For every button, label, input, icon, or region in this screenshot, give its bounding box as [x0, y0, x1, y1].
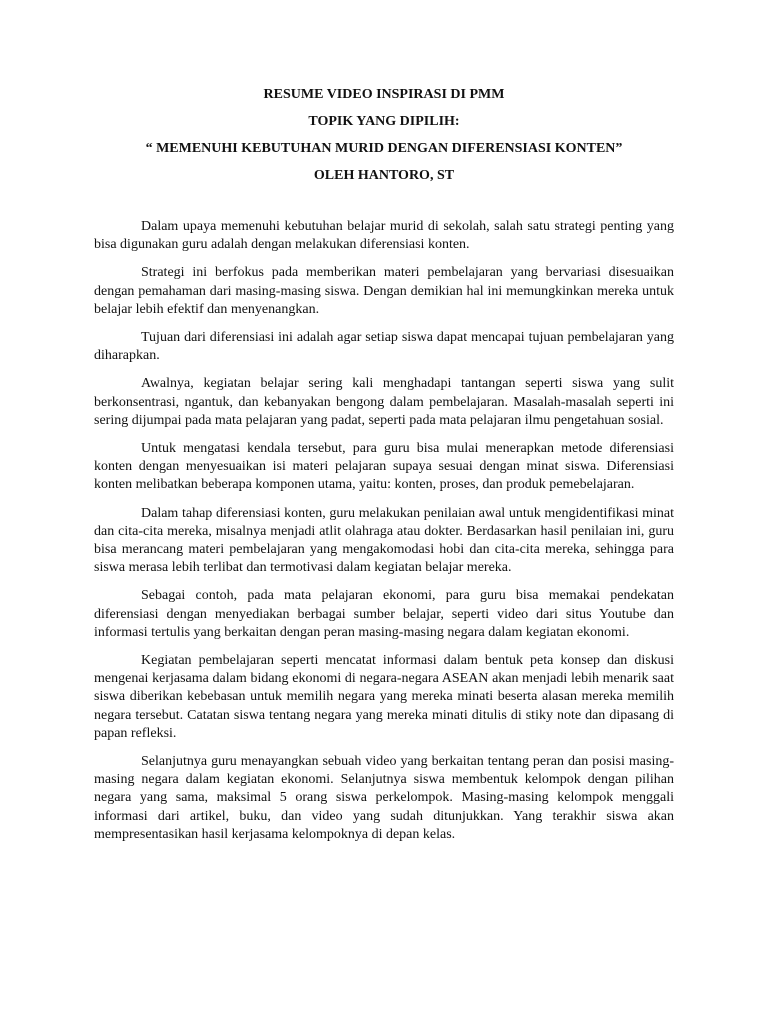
- topic-label: TOPIK YANG DIPILIH:: [308, 114, 460, 129]
- paragraph: Sebagai contoh, pada mata pelajaran ekonomi, para guru bisa memakai pendekatan diferensiasi dengan menyediakan berbagai sumber belajar, seperti video dari situs Youtube dan informasi tertulis yang berkaitan dengan peran masing-masing negara dalam kegiatan ekonomi.: [94, 588, 674, 640]
- paragraph: Kegiatan pembelajaran seperti mencatat informasi dalam bentuk peta konsep dan diskusi mengenai kerjasama dalam bidang ekonomi di negara-negara ASEAN akan menjadi lebih menarik saat siswa diberikan kebebasan untuk memilih negara yang mereka minati beserta alasan mereka memilih negara tersebut. Catatan siswa tentang negara yang mereka minati ditulis di stiky note dan dipasang di papan refleksi.: [94, 653, 674, 741]
- author-line: OLEH HANTORO, ST: [313, 168, 455, 183]
- body-text: [94, 218, 674, 844]
- paragraph: Untuk mengatasi kendala tersebut, para guru bisa mulai menerapkan metode diferensiasi konten dengan menyesuaikan isi materi pelajaran supaya sesuai dengan minat siswa. Diferensiasi konten melibatkan beberapa komponen utama, yaitu: konten, proses, dan produk pemebelajaran.: [94, 441, 674, 493]
- document-page: [94, 86, 674, 854]
- paragraph: Awalnya, kegiatan belajar sering kali menghadapi tantangan seperti siswa yang sulit berkonsentrasi, ngantuk, dan kebanyakan bengong dalam pembelajaran. Masalah-masalah seperti ini sering dijumpai pada mata pelajaran yang padat, seperti pada mata pelajaran ilmu pengetahuan sosial.: [94, 376, 674, 428]
- paragraph: Strategi ini berfokus pada memberikan materi pembelajaran yang bervariasi disesuaikan dengan pemahaman dari masing-masing siswa. Dengan demikian hal ini memungkinkan mereka untuk belajar lebih efektif dan menyenangkan.: [94, 265, 674, 317]
- title-block: [94, 86, 674, 184]
- paragraph: Dalam tahap diferensiasi konten, guru melakukan penilaian awal untuk mengidentifikasi minat dan cita-cita mereka, misalnya menjadi atlit olahraga atau dokter. Berdasarkan hasil penilaian ini, guru bisa merancang materi pembelajaran yang mengakomodasi hobi dan cita-cita mereka, sehingga para siswa merasa lebih terlibat dan termotivasi dalam kegiatan belajar mereka.: [94, 505, 674, 576]
- document-title: RESUME VIDEO INSPIRASI DI PMM: [263, 87, 505, 102]
- topic-title: “ MEMENUHI KEBUTUHAN MURID DENGAN DIFERENSIASI KONTEN”: [145, 141, 623, 156]
- paragraph: Tujuan dari diferensiasi ini adalah agar setiap siswa dapat mencapai tujuan pembelajaran yang diharapkan.: [94, 330, 674, 364]
- paragraph: Selanjutnya guru menayangkan sebuah video yang berkaitan tentang peran dan posisi masing-masing negara dalam kegiatan ekonomi. Selanjutnya siswa membentuk kelompok dengan pilihan negara yang sama, maksimal 5 orang siswa perkelompok. Masing-masing kelompok menggali informasi dari artikel, buku, dan video yang sudah ditunjukkan. Yang terakhir siswa akan mempresentasikan hasil kerjasama kelompoknya di depan kelas.: [94, 754, 674, 842]
- paragraph: Dalam upaya memenuhi kebutuhan belajar murid di sekolah, salah satu strategi penting yang bisa digunakan guru adalah dengan melakukan diferensiasi konten.: [94, 219, 674, 253]
